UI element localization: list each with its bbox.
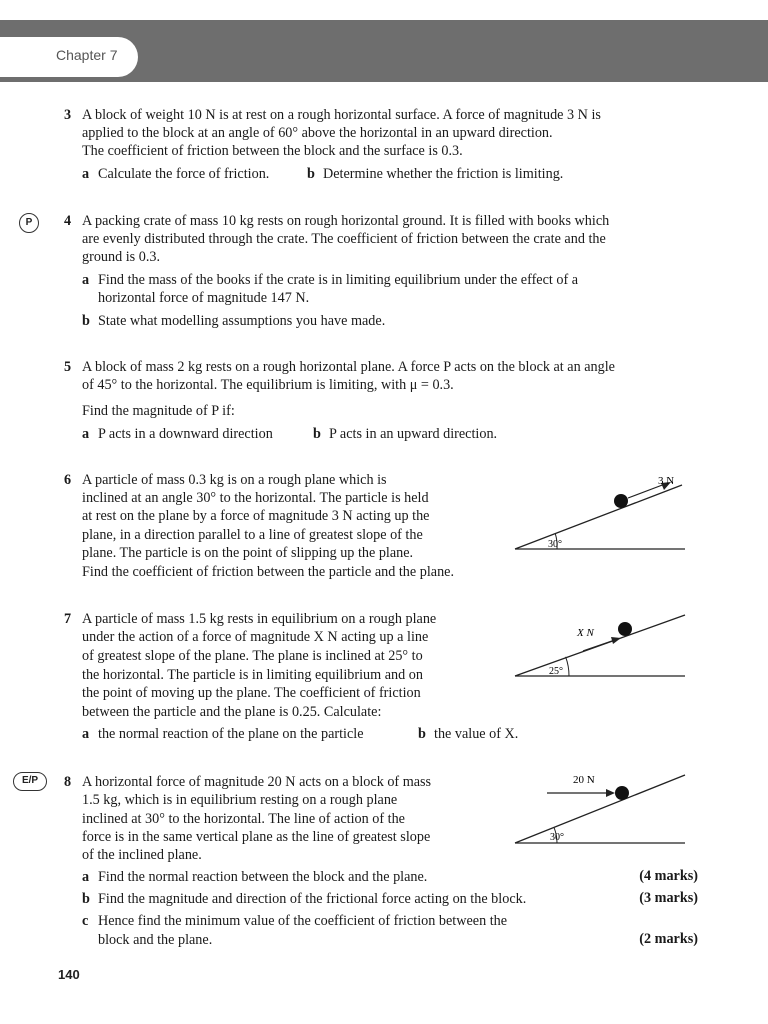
q5-line-3: Find the magnitude of P if: — [82, 403, 235, 419]
q5-part-b: P acts in an upward direction. — [329, 426, 498, 442]
q7-particle — [618, 622, 632, 636]
q7-line-2: under the action of a force of magnitude X N acting up a line — [82, 629, 429, 645]
q6-force-label: 3 N — [658, 475, 675, 487]
q5-number: 5 — [64, 359, 72, 375]
q7-number: 7 — [64, 611, 72, 627]
q6-line-3: at rest on the plane by a force of magnitude 3 N acting up the — [82, 508, 430, 524]
q8-part-c-line-1: Hence find the minimum value of the coefficient of friction between the — [98, 913, 508, 929]
q8-part-b: Find the magnitude and direction of the frictional force acting on the block. — [98, 891, 527, 907]
exam-practice-badge: E/P — [13, 772, 47, 791]
q3-line-2: applied to the block at an angle of 60° above the horizontal in an upward direction. — [82, 125, 553, 141]
q3-line-3: The coefficient of friction between the block and the surface is 0.3. — [82, 143, 463, 159]
q8-part-c-label: c — [82, 913, 89, 929]
q8-part-a: Find the normal reaction between the block and the plane. — [98, 869, 428, 885]
q7-part-b-label: b — [418, 726, 426, 742]
q7-line-4: the horizontal. The particle is in limiting equilibrium and on — [82, 667, 423, 683]
page-number: 140 — [58, 967, 80, 982]
q6-line-6: Find the coefficient of friction between the particle and the plane. — [82, 564, 455, 580]
q3-number: 3 — [64, 107, 72, 123]
q7-force-label: X N — [577, 627, 594, 639]
q7-part-a: the normal reaction of the plane on the particle — [98, 726, 364, 742]
q3-part-a: Calculate the force of friction. — [98, 166, 270, 182]
q8-force-label: 20 N — [573, 774, 595, 786]
q4-part-a-line-2: horizontal force of magnitude 147 N. — [98, 290, 310, 306]
q4-line-3: ground is 0.3. — [82, 249, 161, 265]
q6-angle-label: 30° — [548, 539, 562, 550]
q8-line-4: force is in the same vertical plane as the line of greatest slope — [82, 829, 431, 845]
q4-number: 4 — [64, 213, 72, 229]
q4-part-b: State what modelling assumptions you have made. — [98, 313, 386, 329]
q8-arrowhead — [606, 789, 615, 797]
q8-part-c-marks: (2 marks) — [639, 931, 698, 947]
q4-part-a-line-1: Find the mass of the books if the crate is in limiting equilibrium under the effect of a — [98, 272, 579, 288]
q6-incline-line — [515, 485, 682, 549]
q8-part-c-line-2: block and the plane. — [98, 932, 213, 948]
q4-part-b-label: b — [82, 313, 90, 329]
q7-line-1: A particle of mass 1.5 kg rests in equilibrium on a rough plane — [82, 611, 437, 627]
problem-solving-badge: P — [19, 213, 39, 233]
q5-part-a-label: a — [82, 426, 90, 442]
q7-angle-label: 25° — [549, 666, 563, 677]
q7-force-arrow — [583, 640, 615, 651]
q6-particle — [614, 494, 628, 508]
q6-line-4: plane, in a direction parallel to a line of greatest slope of the — [82, 527, 423, 543]
q8-angle-label: 30° — [550, 832, 564, 843]
q7-diagram — [505, 610, 695, 685]
q8-part-b-marks: (3 marks) — [639, 890, 698, 906]
q4-line-1: A packing crate of mass 10 kg rests on rough horizontal ground. It is filled with books which — [82, 213, 610, 229]
q8-part-b-label: b — [82, 891, 90, 907]
chapter-label: Chapter 7 — [56, 47, 118, 63]
q5-line-1: A block of mass 2 kg rests on a rough horizontal plane. A force P acts on the block at an angle — [82, 359, 615, 375]
q6-line-1: A particle of mass 0.3 kg is on a rough plane which is — [82, 472, 387, 488]
q4-line-2: are evenly distributed through the crate. The coefficient of friction between the crate and the — [82, 231, 606, 247]
q7-part-b: the value of X. — [434, 726, 519, 742]
q7-line-3: of greatest slope of the plane. The plane is inclined at 25° to — [82, 648, 423, 664]
q8-line-5: of the inclined plane. — [82, 847, 202, 863]
q6-line-2: inclined at an angle 30° to the horizontal. The particle is held — [82, 490, 429, 506]
q6-number: 6 — [64, 472, 72, 488]
q3-part-b: Determine whether the friction is limiting. — [323, 166, 564, 182]
q3-part-a-label: a — [82, 166, 90, 182]
q7-angle-arc — [566, 657, 569, 676]
q8-line-2: 1.5 kg, which is in equilibrium resting on a rough plane — [82, 792, 398, 808]
q6-line-5: plane. The particle is on the point of slipping up the plane. — [82, 545, 414, 561]
q8-block — [615, 786, 629, 800]
q3-part-b-label: b — [307, 166, 315, 182]
q8-part-a-marks: (4 marks) — [639, 868, 698, 884]
q8-diagram — [505, 770, 695, 850]
q8-incline-line — [515, 775, 685, 843]
q3-line-1: A block of weight 10 N is at rest on a rough horizontal surface. A force of magnitude 3 N is — [82, 107, 601, 123]
q6-diagram — [505, 468, 695, 558]
q7-line-5: the point of moving up the plane. The coefficient of friction — [82, 685, 421, 701]
q8-line-3: inclined at 30° to the horizontal. The line of action of the — [82, 811, 405, 827]
q5-part-b-label: b — [313, 426, 321, 442]
q8-line-1: A horizontal force of magnitude 20 N acts on a block of mass — [82, 774, 432, 790]
q4-part-a-label: a — [82, 272, 90, 288]
q5-part-a: P acts in a downward direction — [98, 426, 273, 442]
q7-arrowhead — [611, 637, 621, 644]
q8-part-a-label: a — [82, 869, 90, 885]
q7-part-a-label: a — [82, 726, 90, 742]
q8-number: 8 — [64, 774, 72, 790]
q7-line-6: between the particle and the plane is 0.25. Calculate: — [82, 704, 382, 720]
q5-line-2: of 45° to the horizontal. The equilibrium is limiting, with μ = 0.3. — [82, 377, 454, 393]
